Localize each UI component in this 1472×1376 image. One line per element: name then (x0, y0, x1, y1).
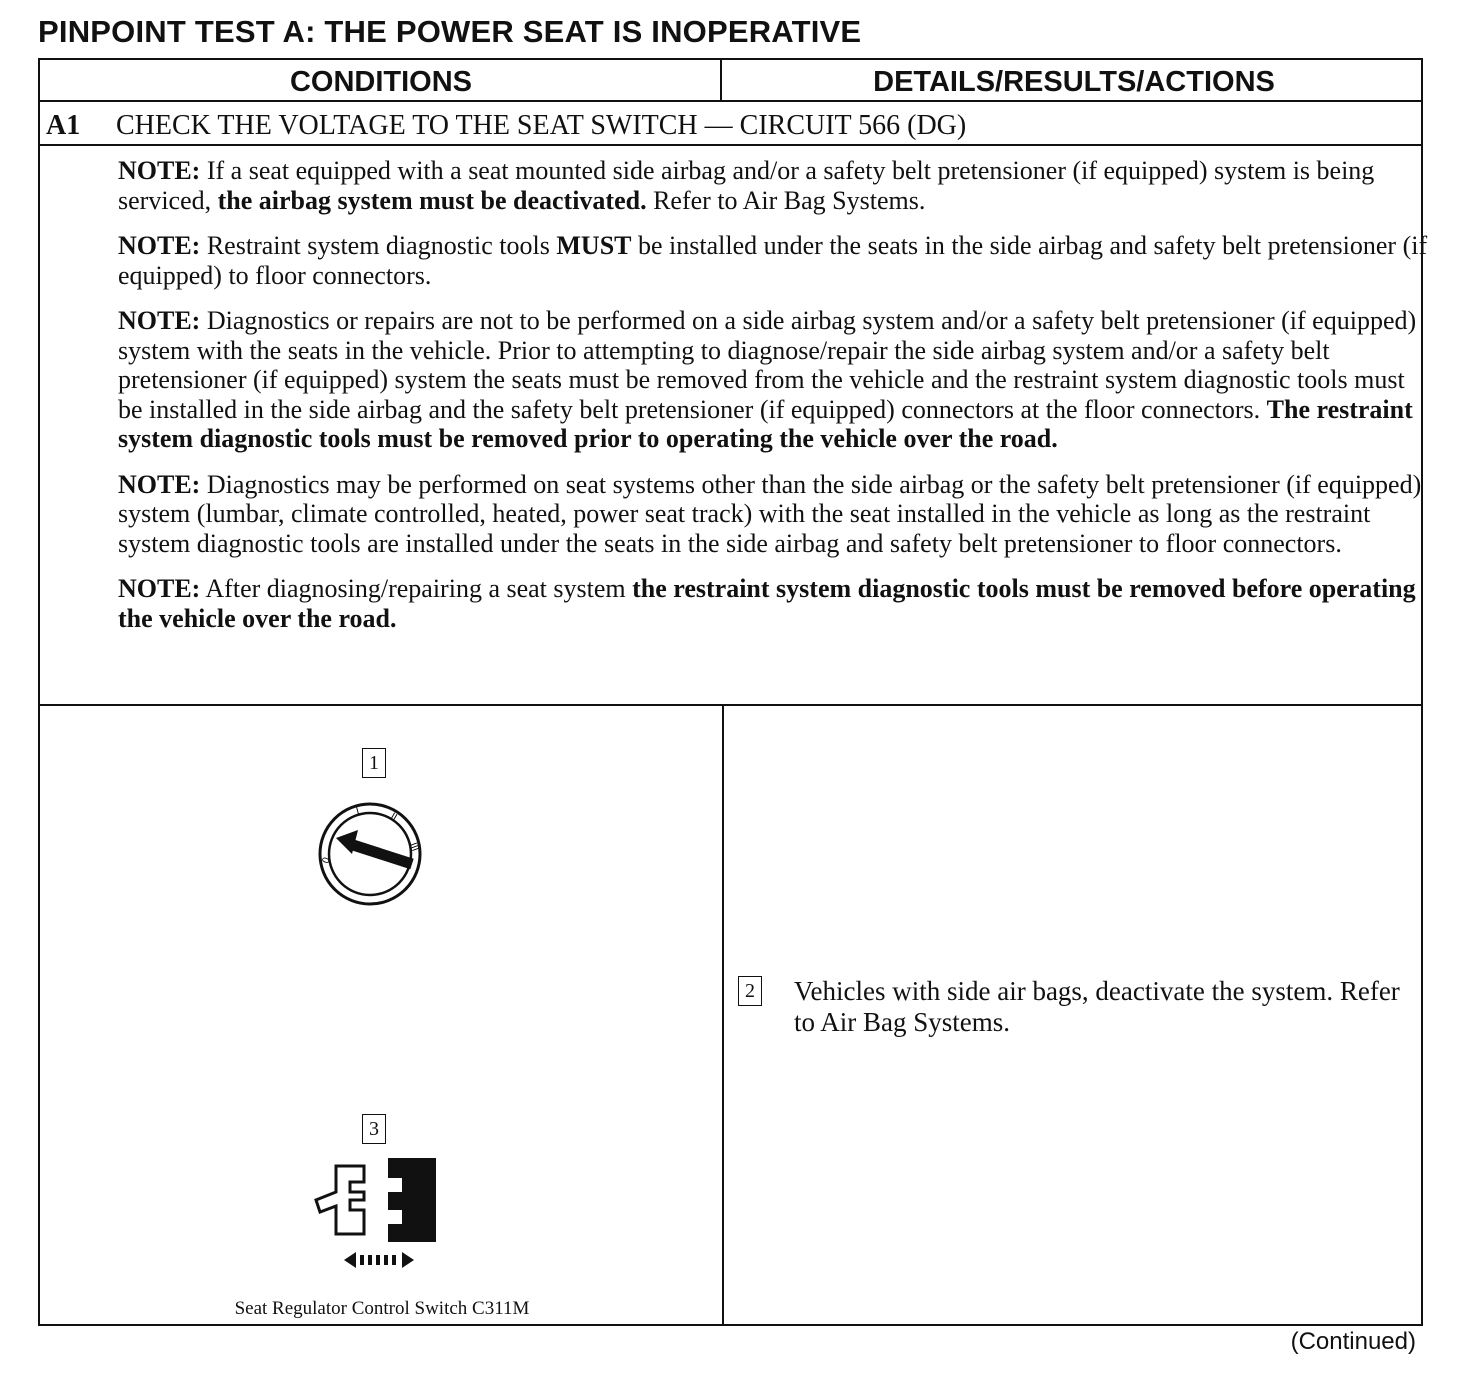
lower-divider (722, 704, 724, 1326)
figure-caption: Seat Regulator Control Switch C311M (234, 1298, 530, 1319)
ignition-switch-icon (300, 780, 440, 920)
note-prefix: NOTE: (118, 231, 201, 260)
notes-section (118, 156, 1428, 649)
step-row (46, 110, 966, 142)
figure-label-3: 3 (362, 1114, 386, 1144)
action-label-2: 2 (738, 976, 762, 1006)
notes-rule (40, 704, 1421, 706)
header-conditions: CONDITIONS (289, 66, 473, 98)
note-text: After diagnosing/repairing a seat system (200, 574, 633, 603)
note-emphasis: The restraint system diagnostic tools must be removed prior to operating the vehicle over the road. (118, 394, 1413, 453)
note-paragraph (118, 574, 1428, 633)
note-emphasis: the restraint system diagnostic tools must be removed before operating the vehicle over the road. (118, 574, 1416, 633)
page-title: PINPOINT TEST A: THE POWER SEAT IS INOPERATIVE (38, 14, 862, 49)
note-text: Restraint system diagnostic tools (200, 231, 557, 260)
ignition-mark-3: III (407, 841, 421, 853)
note-prefix: NOTE: (118, 574, 201, 603)
figure-label-1: 1 (362, 748, 386, 778)
header-divider (720, 60, 722, 102)
note-text: Refer to Air Bag Systems. (646, 185, 926, 215)
note-text: be installed under the seats in the side airbag and safety belt pretensioner (if equipped) to floor connectors. (118, 231, 1428, 290)
note-text: If a seat equipped with a seat mounted side airbag and/or a safety belt pretensioner (if equipped) system is being serviced, (118, 156, 1375, 215)
continued-label: (Continued) (1290, 1328, 1416, 1355)
seat-regulator-switch-icon (306, 1152, 446, 1282)
action-text: Vehicles with side air bags, deactivate the system. Refer to Air Bag Systems. (794, 976, 1400, 1037)
ignition-mark-1: I (354, 805, 361, 817)
ignition-mark-0: 0 (320, 856, 333, 866)
header-rule (40, 100, 1421, 102)
note-paragraph (118, 156, 1428, 215)
step-label: CHECK THE VOLTAGE TO THE SEAT SWITCH — CIRCUIT 566 (DG) (116, 110, 967, 141)
note-paragraph (118, 306, 1428, 454)
note-emphasis: the airbag system must be deactivated. (217, 185, 647, 215)
note-prefix: NOTE: (118, 306, 201, 335)
ignition-key-pointer (350, 844, 412, 864)
step-number: A1 (46, 110, 81, 141)
header-details-results-actions: DETAILS/RESULTS/ACTIONS (873, 66, 1275, 98)
note-paragraph (118, 470, 1428, 559)
note-prefix: NOTE: (118, 469, 201, 499)
note-text: Diagnostics or repairs are not to be performed on a side airbag system and/or a safety belt pretensioner (if equipped) system with the seats in the vehicle. Prior to attempting to diagnose/repair the side airbag system and/or a safety belt pretensioner (if equipped) system the seats must be removed from the vehicle and the restraint system diagnostic tools must be installed in the side airbag and the safety belt pretensioner (if equipped) connectors at the floor connectors. (118, 306, 1417, 424)
pinpoint-test-table (38, 58, 1428, 1326)
note-text: Diagnostics may be performed on seat systems other than the side airbag or the safety belt pretensioner (if equipped) system (lumbar, climate controlled, heated, power seat track) with the seat installed in the vehicle as long as the restraint system diagnostic tools are installed under the seats in the side airbag and safety belt pretensioner to floor connectors. (118, 469, 1422, 558)
ignition-mark-2: II (388, 811, 399, 824)
note-paragraph (118, 231, 1428, 290)
step-rule (40, 144, 1421, 146)
note-emphasis: MUST (556, 231, 632, 260)
note-prefix: NOTE: (118, 156, 201, 185)
